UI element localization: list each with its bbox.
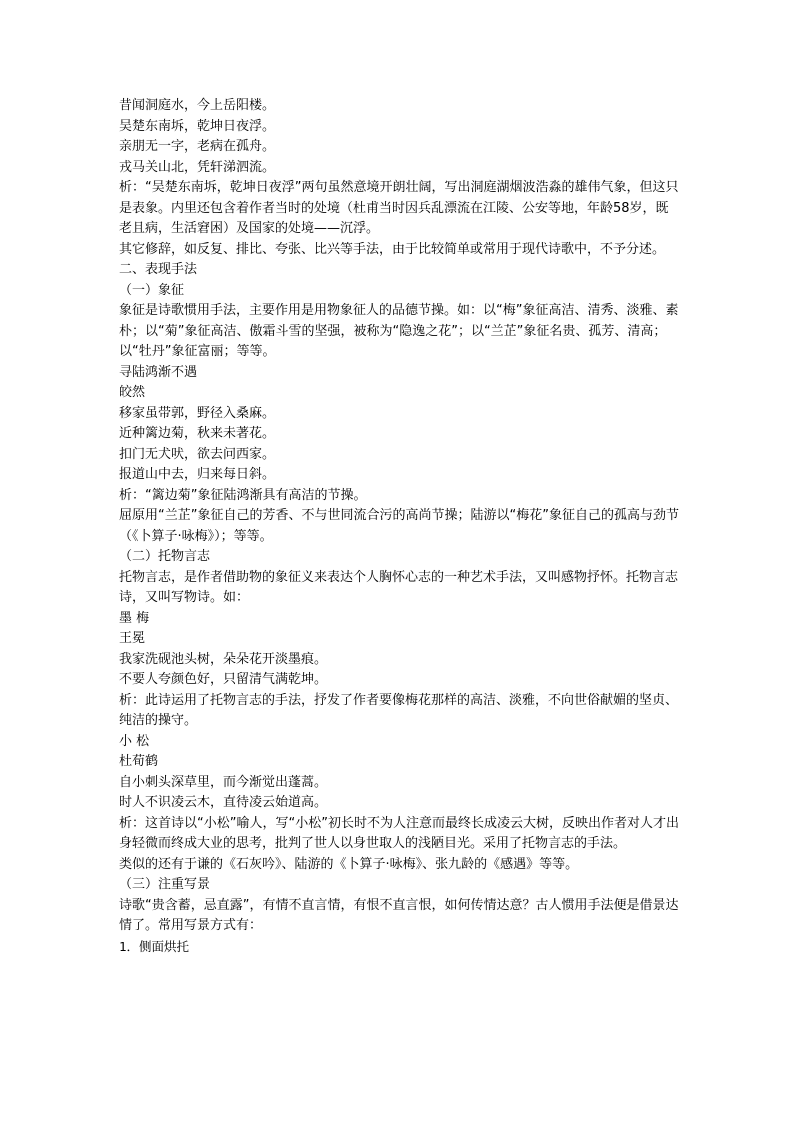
poem-line: 我家洗砚池头树，朵朵花开淡墨痕。 <box>119 651 328 667</box>
section-heading: 二、表现手法 <box>119 262 198 277</box>
poem-title: 墨 梅 <box>119 610 150 626</box>
document-body <box>119 96 679 957</box>
body-paragraph: 屈原用“兰芷”象征自己的芳香、不与世同流合污的高尚节操；陆游以“梅花”象征自己的孤高与劲节（《卜算子·咏梅》）；等等。 <box>119 508 679 544</box>
poem-line: 自小刺头深草里，而今渐觉出蓬蒿。 <box>119 774 328 790</box>
poem-line: 不要人夸颜色好，只留清气满乾坤。 <box>119 672 328 687</box>
subsection-heading: （三）注重写景 <box>119 877 211 892</box>
poem-author: 皎然 <box>119 385 146 400</box>
subsection-heading: （二）托物言志 <box>119 549 211 564</box>
poem-author: 杜荀鹤 <box>119 754 159 769</box>
analysis-paragraph: 析：“篱边菊”象征陆鸿渐具有高洁的节操。 <box>119 487 367 503</box>
poem-line: 扣门无犬吠，欲去问西家。 <box>119 446 276 462</box>
poem-title: 小 松 <box>119 733 150 749</box>
body-paragraph: 其它修辞，如反复、排比、夸张、比兴等手法，由于比较简单或常用于现代诗歌中，不予分述。 <box>119 241 666 257</box>
poem-line: 近种篱边菊，秋来未著花。 <box>119 426 276 441</box>
poem-line: 亲朋无一字，老病在孤舟。 <box>119 139 276 154</box>
poem-line: 昔闻洞庭水，今上岳阳楼。 <box>119 98 276 113</box>
poem-line: 戎马关山北，凭轩涕泗流。 <box>119 159 276 175</box>
analysis-paragraph: 析：“吴楚东南坼，乾坤日夜浮”两句虽然意境开朗壮阔，写出洞庭湖烟波浩淼的雄伟气象，但这只是表象。内里还包含着作者当时的处境（杜甫当时因兵乱漂流在江陵、公安等地，年龄58岁，既老且病，生活窘困）及国家的处境——沉浮。 <box>119 180 679 236</box>
body-paragraph: 类似的还有于谦的《石灰吟》、陆游的《卜算子·咏梅》、张九龄的《感遇》等等。 <box>119 856 579 872</box>
analysis-paragraph: 析：这首诗以“小松”喻人，写“小松”初长时不为人注意而最终长成凌云大树，反映出作者对人才出身轻微而终成大业的思考，批判了世人以身世取人的浅陋目光。采用了托物言志的手法。 <box>119 815 679 851</box>
body-paragraph: 象征是诗歌惯用手法，主要作用是用物象征人的品德节操。如：以“梅”象征高洁、清秀、淡雅、素朴；以“菊”象征高洁、傲霜斗雪的坚强，被称为“隐逸之花”；以“兰芷”象征名贵、孤芳、清高；以“牡丹”象征富丽；等等。 <box>119 303 679 359</box>
subsection-heading: （一）象征 <box>119 282 185 298</box>
body-paragraph: 诗歌“贵含蓄，忌直露”，有情不直言情，有恨不直言恨，如何传情达意？古人惯用手法便是借景达情了。常用写景方式有： <box>119 897 679 933</box>
poem-line: 吴楚东南坼，乾坤日夜浮。 <box>119 118 276 134</box>
body-paragraph: 托物言志，是作者借助物的象征义来表达个人胸怀心志的一种艺术手法，又叫感物抒怀。托物言志诗，又叫写物诗。如： <box>119 569 679 605</box>
poem-author: 王冕 <box>119 631 146 646</box>
poem-line: 移家虽带郭，野径入桑麻。 <box>119 405 276 421</box>
poem-title: 寻陆鸿渐不遇 <box>119 364 198 380</box>
numbered-heading: 1．侧面烘托 <box>119 938 190 954</box>
poem-line: 时人不识凌云木，直待凌云始道高。 <box>119 795 328 810</box>
poem-line: 报道山中去，归来每日斜。 <box>119 467 276 482</box>
analysis-paragraph: 析：此诗运用了托物言志的手法，抒发了作者要像梅花那样的高洁、淡雅，不向世俗献媚的坚贞、纯洁的操守。 <box>119 692 679 728</box>
